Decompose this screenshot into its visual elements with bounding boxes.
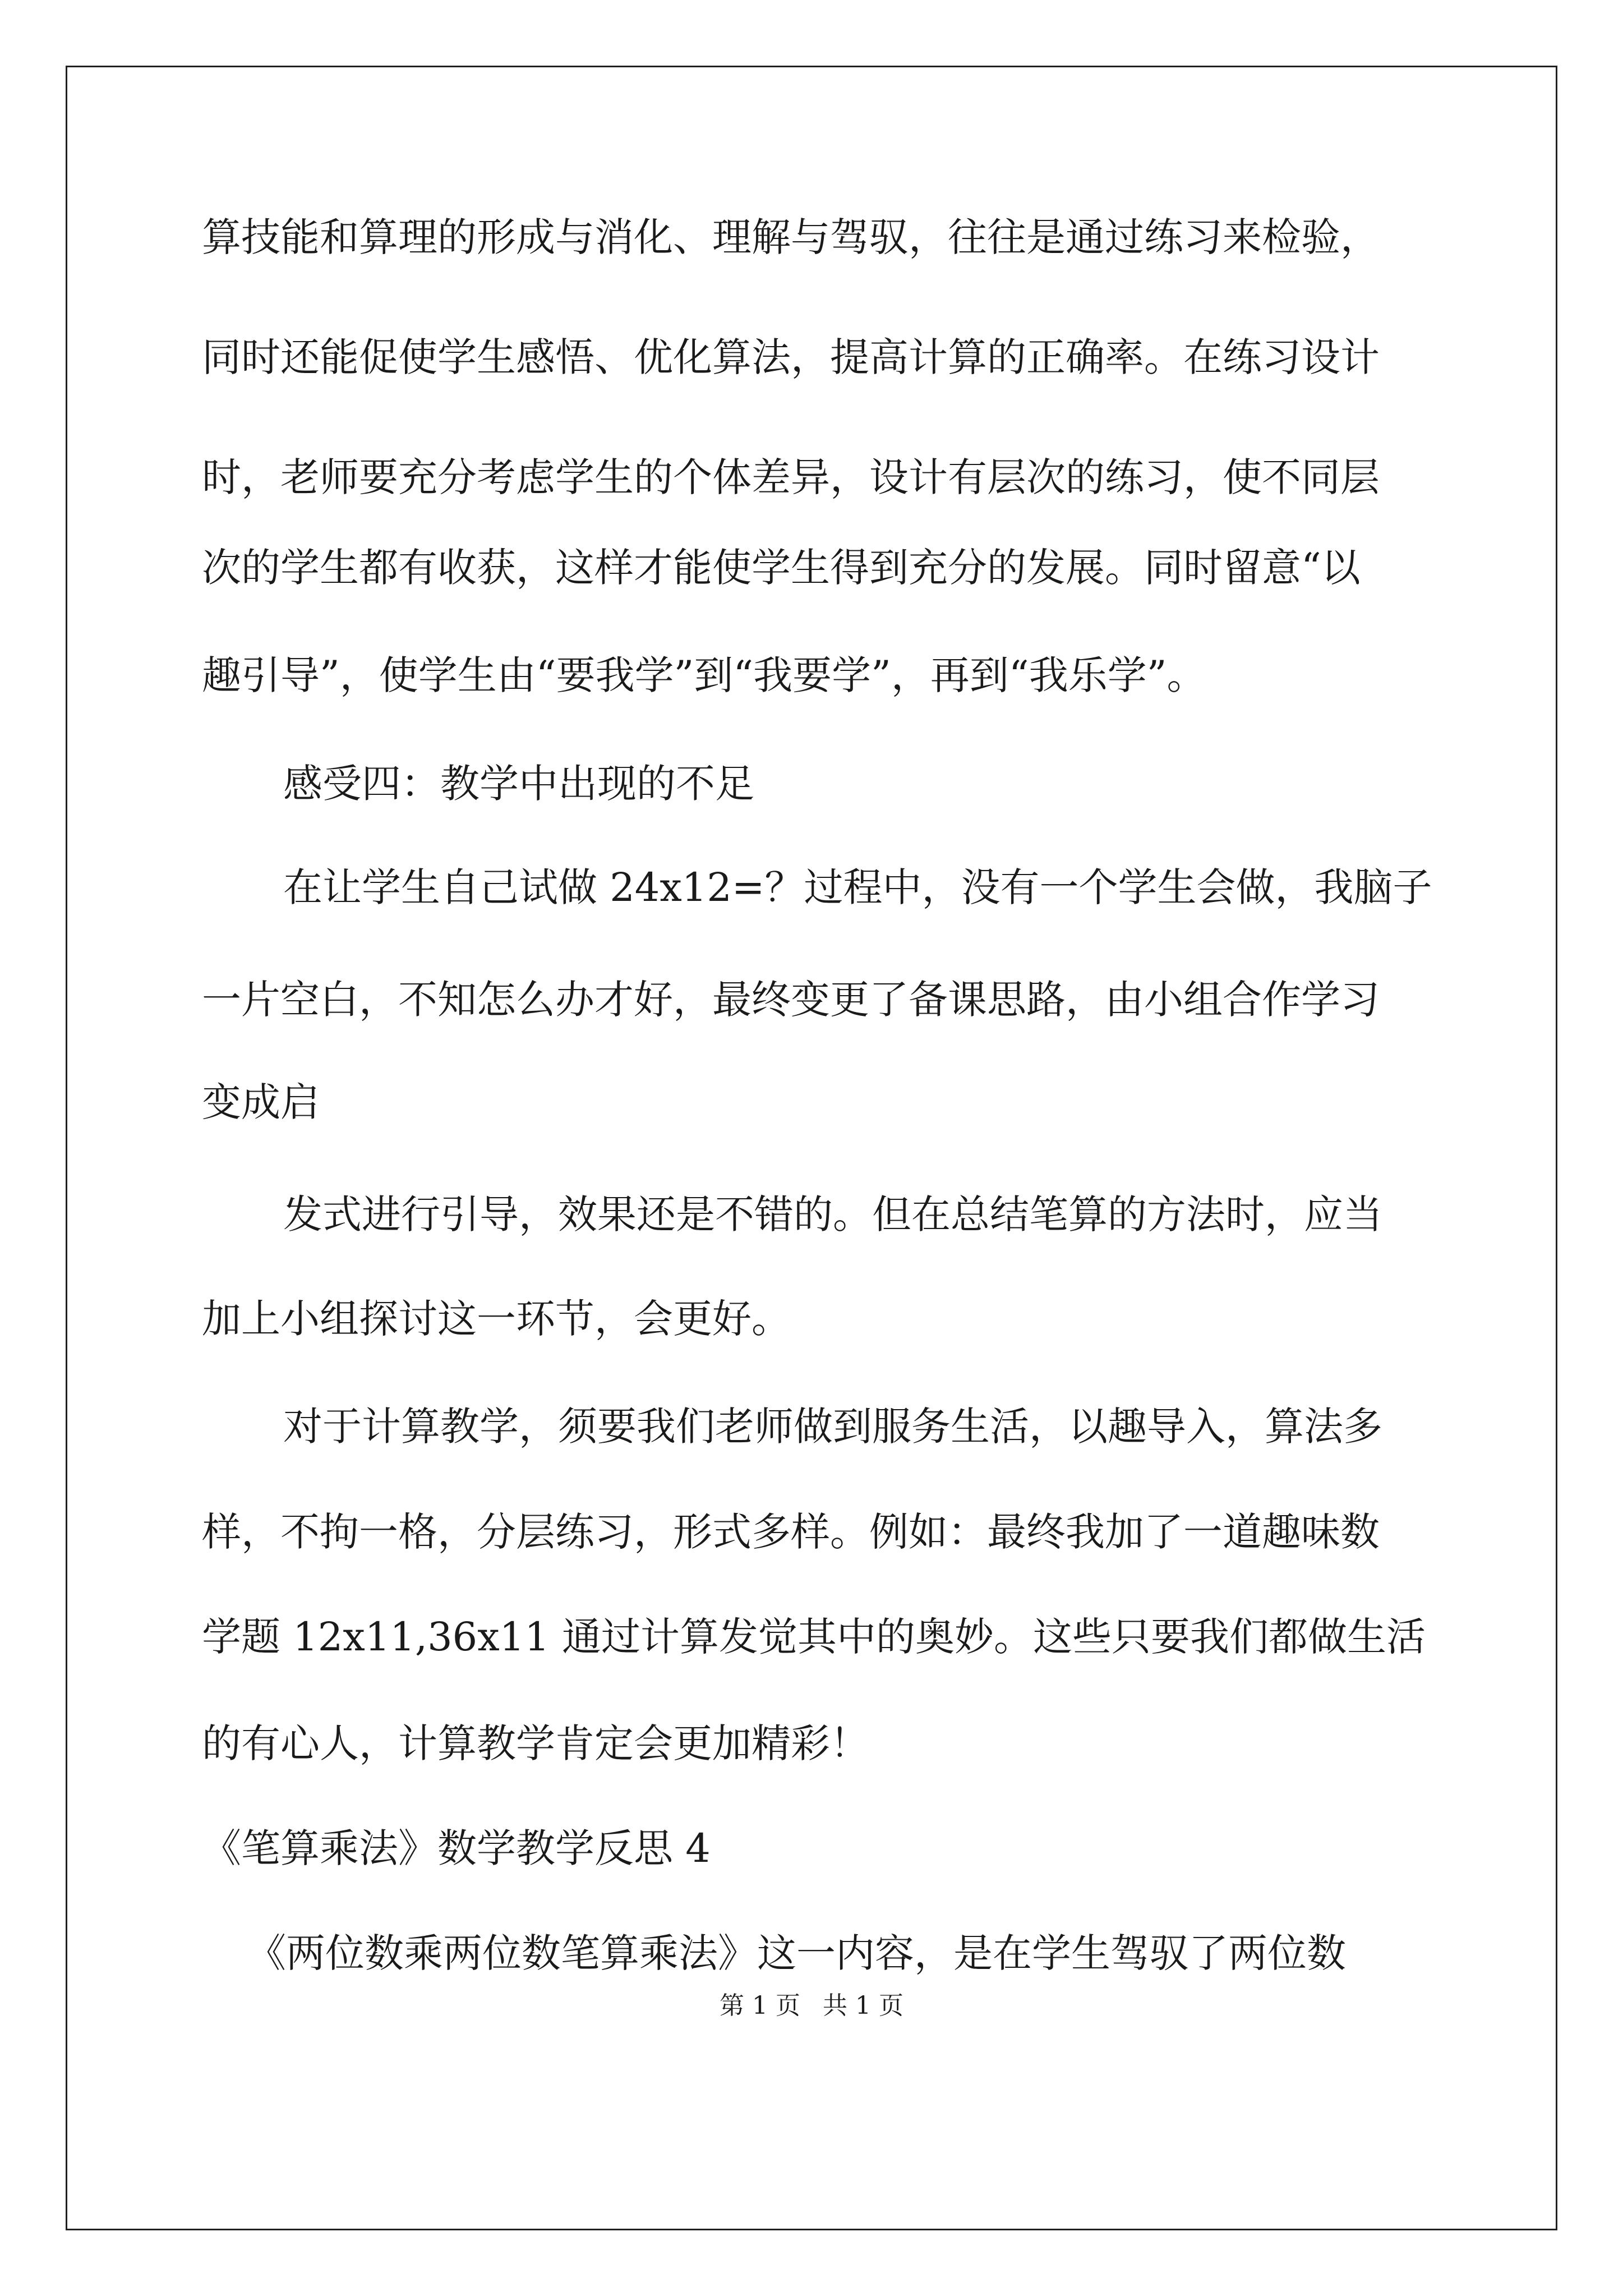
page-number-current: 第 1 页 bbox=[720, 1991, 800, 2020]
body-line: 变成启 bbox=[202, 1079, 320, 1125]
body-line: 算技能和算理的形成与消化、理解与驾驭，往往是通过练习来检验， bbox=[202, 214, 1380, 260]
body-line: 发式进行引导，效果还是不错的。但在总结笔算的方法时，应当 bbox=[283, 1191, 1382, 1237]
page-border bbox=[66, 66, 1557, 2230]
body-line: 加上小组探讨这一环节，会更好。 bbox=[202, 1296, 791, 1342]
body-line: 学题 12x11,36x11 通过计算发觉其中的奥妙。这些只要我们都做生活 bbox=[202, 1614, 1426, 1660]
body-line: 《两位数乘两位数笔算乘法》这一内容，是在学生驾驭了两位数 bbox=[247, 1930, 1346, 1976]
body-line: 时，老师要充分考虑学生的个体差异，设计有层次的练习，使不同层 bbox=[202, 454, 1380, 500]
body-line: 同时还能促使学生感悟、优化算法，提高计算的正确率。在练习设计 bbox=[202, 334, 1380, 380]
body-line: 次的学生都有收获，这样才能使学生得到充分的发展。同时留意“以 bbox=[202, 545, 1361, 591]
section-heading: 感受四：教学中出现的不足 bbox=[283, 761, 754, 807]
body-line: 在让学生自己试做 24x12=？过程中，没有一个学生会做，我脑子 bbox=[283, 864, 1432, 910]
body-line: 对于计算教学，须要我们老师做到服务生活，以趣导入，算法多 bbox=[283, 1404, 1382, 1450]
body-line: 一片空白，不知怎么办才好，最终变更了备课思路，由小组合作学习 bbox=[202, 977, 1380, 1023]
body-line: 趣引导”，使学生由“要我学”到“我要学”，再到“我乐学”。 bbox=[202, 652, 1206, 698]
body-line: 样，不拘一格，分层练习，形式多样。例如：最终我加了一道趣味数 bbox=[202, 1509, 1380, 1555]
page-footer bbox=[0, 1990, 1623, 2022]
body-line: 的有心人，计算教学肯定会更加精彩！ bbox=[202, 1720, 869, 1766]
page-number-total: 共 1 页 bbox=[823, 1991, 903, 2020]
article-title: 《笔算乘法》数学教学反思 4 bbox=[202, 1825, 711, 1871]
